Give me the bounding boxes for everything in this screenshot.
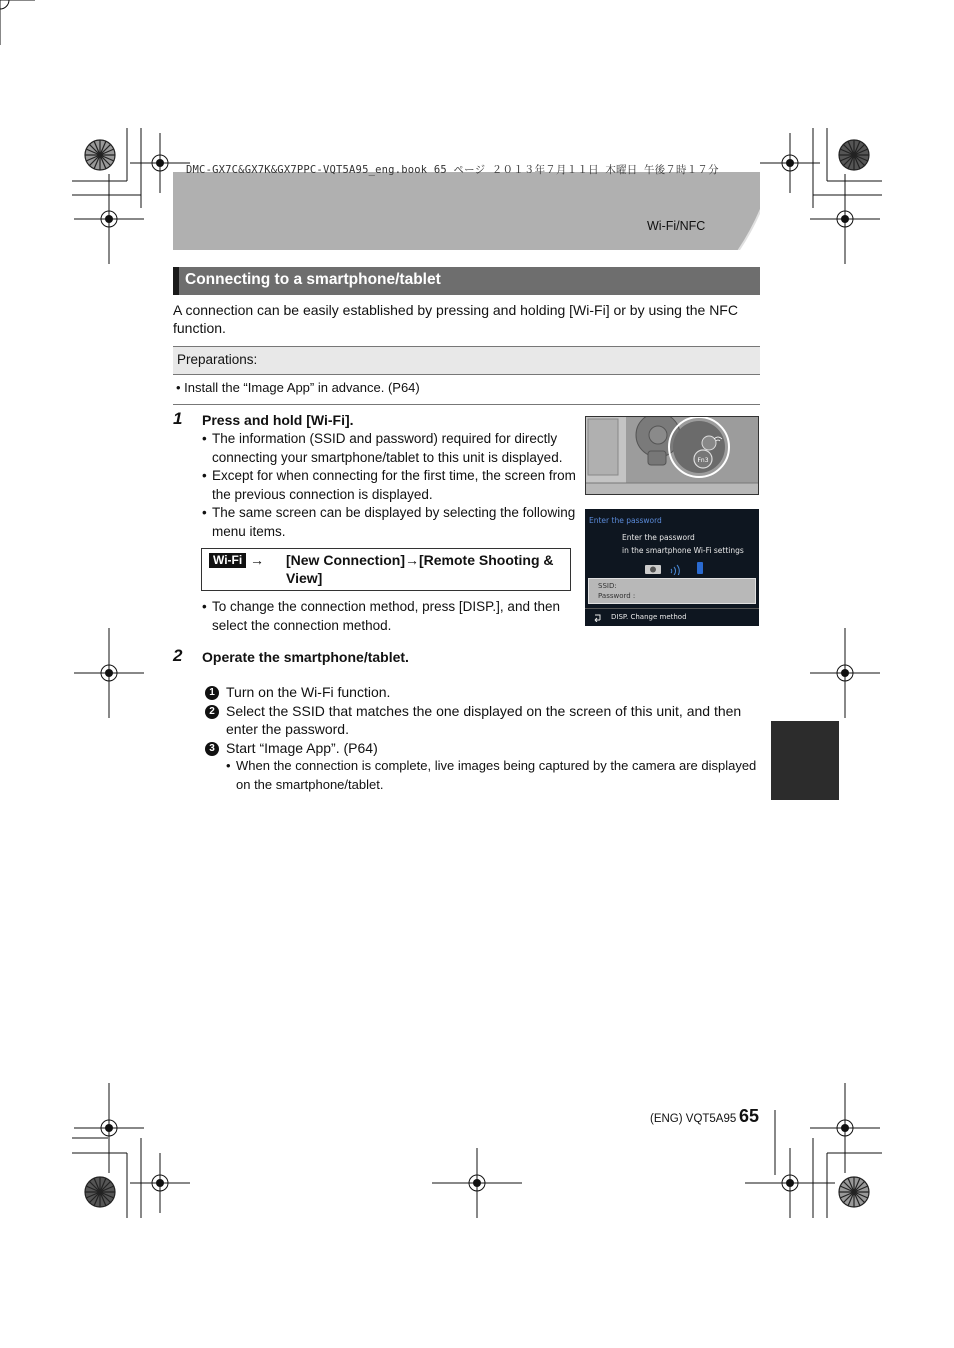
camera-body-illustration bbox=[586, 417, 759, 495]
list-item: • To change the connection method, press [DISP.], and then select the connection method. bbox=[202, 598, 576, 635]
step2-list bbox=[205, 683, 760, 794]
list-item-text: Start “Image App”. (P64) bbox=[226, 739, 378, 756]
step-number: 1 bbox=[173, 409, 183, 428]
list-item bbox=[205, 739, 760, 758]
list-item: • The information (SSID and password) required for directly connecting your smartphone/tablet to this unit is displayed. bbox=[202, 430, 576, 467]
list-item-text: Turn on the Wi-Fi function. bbox=[226, 684, 391, 700]
intro-paragraph: A connection can be easily established by pressing and holding [Wi-Fi] or by using the NFC function. bbox=[173, 302, 738, 336]
menu-path-box bbox=[201, 548, 571, 591]
ssid-password-box bbox=[588, 578, 756, 604]
circled-number: 1 bbox=[205, 686, 219, 700]
camera-screen bbox=[585, 509, 759, 626]
preparations-box bbox=[173, 346, 760, 375]
connection-diagram-icon bbox=[641, 561, 711, 575]
ssid-label: SSID: bbox=[598, 582, 617, 590]
list-item bbox=[205, 683, 760, 702]
footer-code: (ENG) VQT5A95 bbox=[650, 1113, 737, 1125]
chapter-side-tab bbox=[771, 721, 839, 800]
preparations-item: • Install the “Image App” in advance. (P64) bbox=[176, 380, 420, 395]
header-curve-decoration bbox=[630, 172, 760, 250]
screen-title: Enter the password bbox=[589, 516, 662, 525]
header-band bbox=[173, 172, 760, 250]
camera-photo bbox=[585, 416, 759, 495]
sub-bullet: • When the connection is complete, live images being captured by the camera are displayed on the smartphone/tablet. bbox=[205, 757, 760, 794]
circled-number: 3 bbox=[205, 742, 219, 756]
page-title: Connecting to a smartphone/tablet bbox=[185, 271, 441, 288]
back-icon bbox=[592, 613, 602, 622]
title-bar bbox=[173, 267, 760, 295]
wifi-badge: Wi-Fi bbox=[209, 553, 246, 568]
screen-line: in the smartphone Wi-Fi settings bbox=[622, 546, 744, 555]
page-number: 65 bbox=[739, 1106, 760, 1126]
step1-bullets-after bbox=[202, 598, 576, 635]
screen-line: Enter the password bbox=[622, 533, 695, 542]
list-item bbox=[205, 702, 760, 739]
list-item-text: Select the SSID that matches the one displayed on the screen of this unit, and then enter the password. bbox=[226, 702, 742, 737]
file-info-line: DMC-GX7C&GX7K&GX7PPC-VQT5A95_eng.book 65 ページ ２０１３年７月１１日 木曜日 午後７時１７分 bbox=[186, 164, 719, 176]
preparations-heading: Preparations: bbox=[177, 352, 258, 367]
menu-path: [New Connection]→[Remote Shooting & View] bbox=[286, 552, 554, 586]
password-label: Password : bbox=[598, 592, 636, 600]
arrow-icon: → bbox=[250, 552, 264, 568]
fn3-label: Fn3 bbox=[697, 457, 709, 464]
divider bbox=[173, 404, 760, 405]
step-title: Press and hold [Wi-Fi]. bbox=[202, 412, 354, 428]
screen-footer bbox=[585, 608, 759, 626]
step-title: Operate the smartphone/tablet. bbox=[202, 649, 409, 665]
list-item: • Except for when connecting for the first time, the screen from the previous connection is displayed. bbox=[202, 467, 576, 504]
list-item: • The same screen can be displayed by selecting the following menu items. bbox=[202, 504, 576, 541]
step1-bullets bbox=[202, 430, 576, 541]
step-number: 2 bbox=[173, 646, 183, 665]
change-method-label: DISP. Change method bbox=[611, 613, 687, 621]
circled-number: 2 bbox=[205, 705, 219, 719]
section-label: Wi-Fi/NFC bbox=[647, 219, 706, 233]
